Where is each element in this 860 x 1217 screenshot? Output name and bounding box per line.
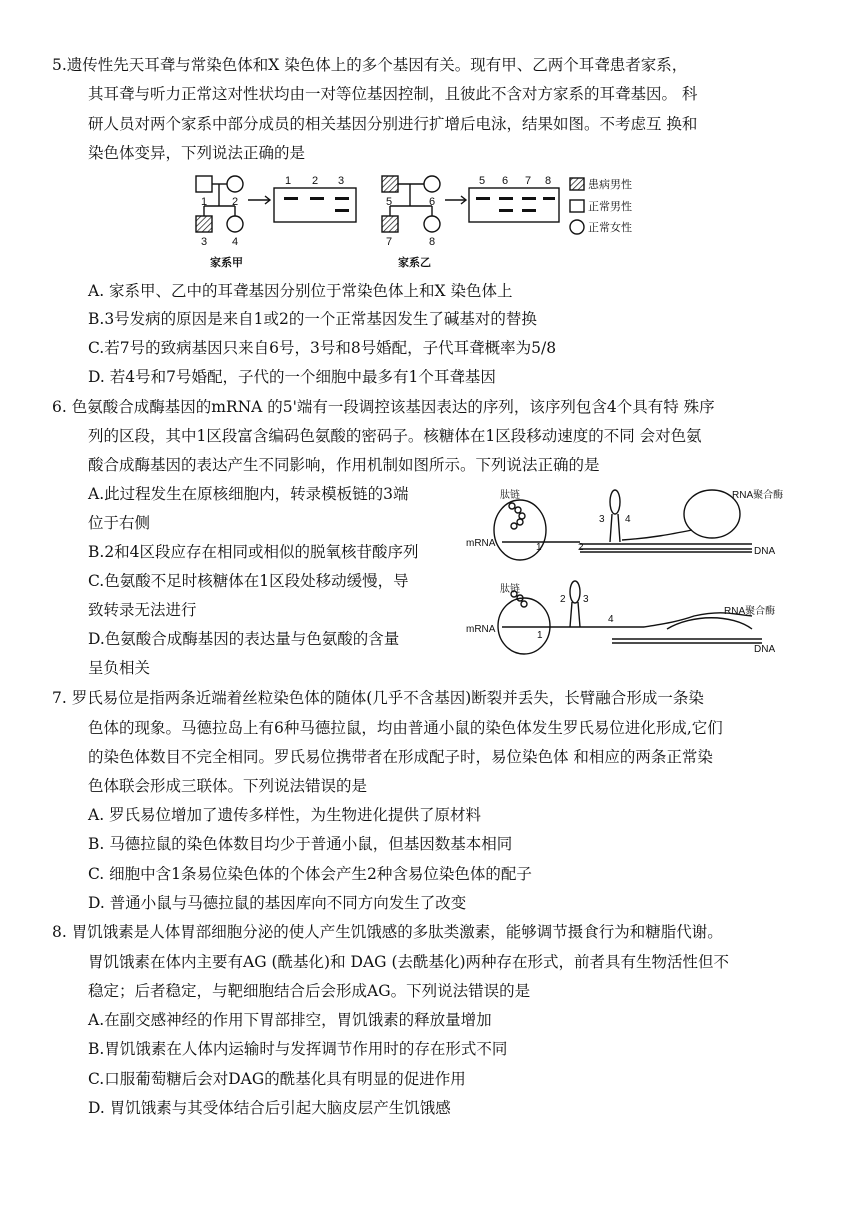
q5-stem-line-1: 5.遗传性先天耳聋与常染色体和X 染色体上的多个基因有关。现有甲、乙两个耳聋患者家系， [52,56,688,74]
q6-stem-line-1: 6. 色氨酸合成酶基因的mRNA 的5'端有一段调控该基因表达的序列，该序列包含4个具有特 殊序 [52,398,715,416]
q6-option-c-line-1: C.色氨酸不足时核糖体在1区段处移动缓慢，导 [88,572,409,590]
member-label-5: 5 [386,196,393,208]
member-label-4: 4 [232,236,239,248]
polymerase-label-top: RNA聚合酶 [732,490,784,501]
q7-option-a: A. 罗氏易位增加了遗传多样性，为生物进化提供了原材料 [88,806,482,824]
legend-affected-male: 患病男性 [588,179,632,191]
region-2-bottom: 2 [560,594,566,605]
peptide-label-top: 肽链 [500,490,520,501]
lane-label-2: 2 [312,175,319,187]
q8-option-b: B.胃饥饿素在人体内运输时与发挥调节作用时的存在形式不同 [88,1040,508,1058]
legend-normal-male: 正常男性 [588,201,632,213]
q5-stem-line-2: 其耳聋与听力正常这对性状均由一对等位基因控制，且彼此不含对方家系的耳聋基因。 科 [88,85,698,103]
q8-option-a: A.在副交感神经的作用下胃部排空，胃饥饿素的释放量增加 [88,1011,492,1029]
member-label-7: 7 [386,236,393,248]
q8-option-c: C.口服葡萄糖后会对DAG的酰基化具有明显的促进作用 [88,1070,466,1088]
q6-option-d-line-2: 呈负相关 [88,659,151,677]
region-1-top: 1 [536,542,542,553]
q7-stem-line-3: 的染色体数目不完全相同。罗氏易位携带者在形成配子时，易位染色体 和相应的两条正常染 [88,748,713,766]
region-3-top: 3 [599,514,605,525]
pedigree-electrophoresis-figure [190,170,650,278]
region-4-bottom: 4 [608,614,614,625]
member-1-symbol [196,176,212,192]
q5-option-d: D. 若4号和7号婚配，子代的一个细胞中最多有1个耳聋基因 [88,368,496,386]
lane-label-5: 5 [479,175,486,187]
q5-stem-line-4: 染色体变异，下列说法正确的是 [88,144,306,162]
q7-option-b: B. 马德拉鼠的染色体数目均少于普通小鼠，但基因数基本相同 [88,835,513,853]
q6-stem-line-3: 酸合成酶基因的表达产生不同影响，作用机制如图所示。下列说法正确的是 [88,456,600,474]
q6-option-d-line-1: D.色氨酸合成酶基因的表达量与色氨酸的含量 [88,630,400,648]
member-label-1: 1 [201,196,208,208]
q6-option-a-line-2: 位于右侧 [88,514,151,532]
member-5-symbol [382,176,398,192]
member-6-symbol [424,176,440,192]
lane-label-6: 6 [502,175,509,187]
q6-option-b: B.2和4区段应存在相同或相似的脱氧核苷酸序列 [88,543,419,561]
member-4-symbol [227,216,243,232]
q6-option-c-line-2: 致转录无法进行 [88,601,197,619]
mrna-label-top: mRNA [466,538,496,549]
family-a-label: 家系甲 [210,257,243,269]
lane-label-3: 3 [338,175,345,187]
q7-option-c: C. 细胞中含1条易位染色体的个体会产生2种含易位染色体的配子 [88,865,532,883]
peptide-label-bottom: 肽链 [500,584,520,595]
region-3-bottom: 3 [583,594,589,605]
q7-stem-line-1: 7. 罗氏易位是指两条近端着丝粒染色体的随体(几乎不含基因)断裂并丢失，长臂融合形成一条染 [52,689,704,707]
member-label-3: 3 [201,236,208,248]
q8-option-d: D. 胃饥饿素与其受体结合后引起大脑皮层产生饥饿感 [88,1099,451,1117]
q5-stem-line-3: 研人员对两个家系中部分成员的相关基因分别进行扩增后电泳，结果如图。不考虑互 换和 [88,115,698,133]
member-8-symbol [424,216,440,232]
q6-option-a-line-1: A.此过程发生在原核细胞内，转录模板链的3端 [88,485,409,503]
legend-normal-female: 正常女性 [588,222,632,234]
q8-stem-line-1: 8. 胃饥饿素是人体胃部细胞分泌的使人产生饥饿感的多肽类激素，能够调节摄食行为和糖脂代谢。 [52,923,723,941]
q7-option-d: D. 普通小鼠与马德拉鼠的基因库向不同方向发生了改变 [88,894,467,912]
mrna-label-bottom: mRNA [466,624,496,635]
dna-label-top: DNA [754,546,776,557]
q5-option-a: A. 家系甲、乙中的耳聋基因分别位于常染色体上和X 染色体上 [88,282,513,300]
dna-label-bottom: DNA [754,644,776,655]
family-b-label: 家系乙 [398,257,431,269]
q7-stem-line-4: 色体联会形成三联体。下列说法错误的是 [88,777,368,795]
member-3-symbol [196,216,212,232]
q7-stem-line-2: 色体的现象。马德拉岛上有6种马德拉鼠，均由普通小鼠的染色体发生罗氏易位进化形成,它们 [88,719,723,737]
lane-label-7: 7 [525,175,532,187]
member-label-8: 8 [429,236,436,248]
q8-stem-line-2: 胃饥饿素在体内主要有AG (酰基化)和 DAG (去酰基化)两种存在形式，前者具有生物活性但不 [88,953,730,971]
lane-label-1: 1 [285,175,292,187]
region-1-bottom: 1 [537,630,543,641]
q6-stem-line-2: 列的区段，其中1区段富含编码色氨酸的密码子。核糖体在1区段移动速度的不同 会对色氨 [88,427,702,445]
q5-option-c: C.若7号的致病基因只来自6号，3号和8号婚配，子代耳聋概率为5/8 [88,339,557,357]
region-2-top: 2 [578,542,584,553]
member-2-symbol [227,176,243,192]
lane-label-8: 8 [545,175,552,187]
polymerase-label-bottom: RNA聚合酶 [724,606,776,617]
region-4-top: 4 [625,514,631,525]
member-7-symbol [382,216,398,232]
member-label-6: 6 [429,196,436,208]
q5-option-b: B.3号发病的原因是来自1或2的一个正常基因发生了碱基对的替换 [88,310,537,328]
member-label-2: 2 [232,196,239,208]
q8-stem-line-3: 稳定；后者稳定，与靶细胞结合后会形成AG。下列说法错误的是 [88,982,531,1000]
attenuation-mechanism-figure [462,484,802,664]
